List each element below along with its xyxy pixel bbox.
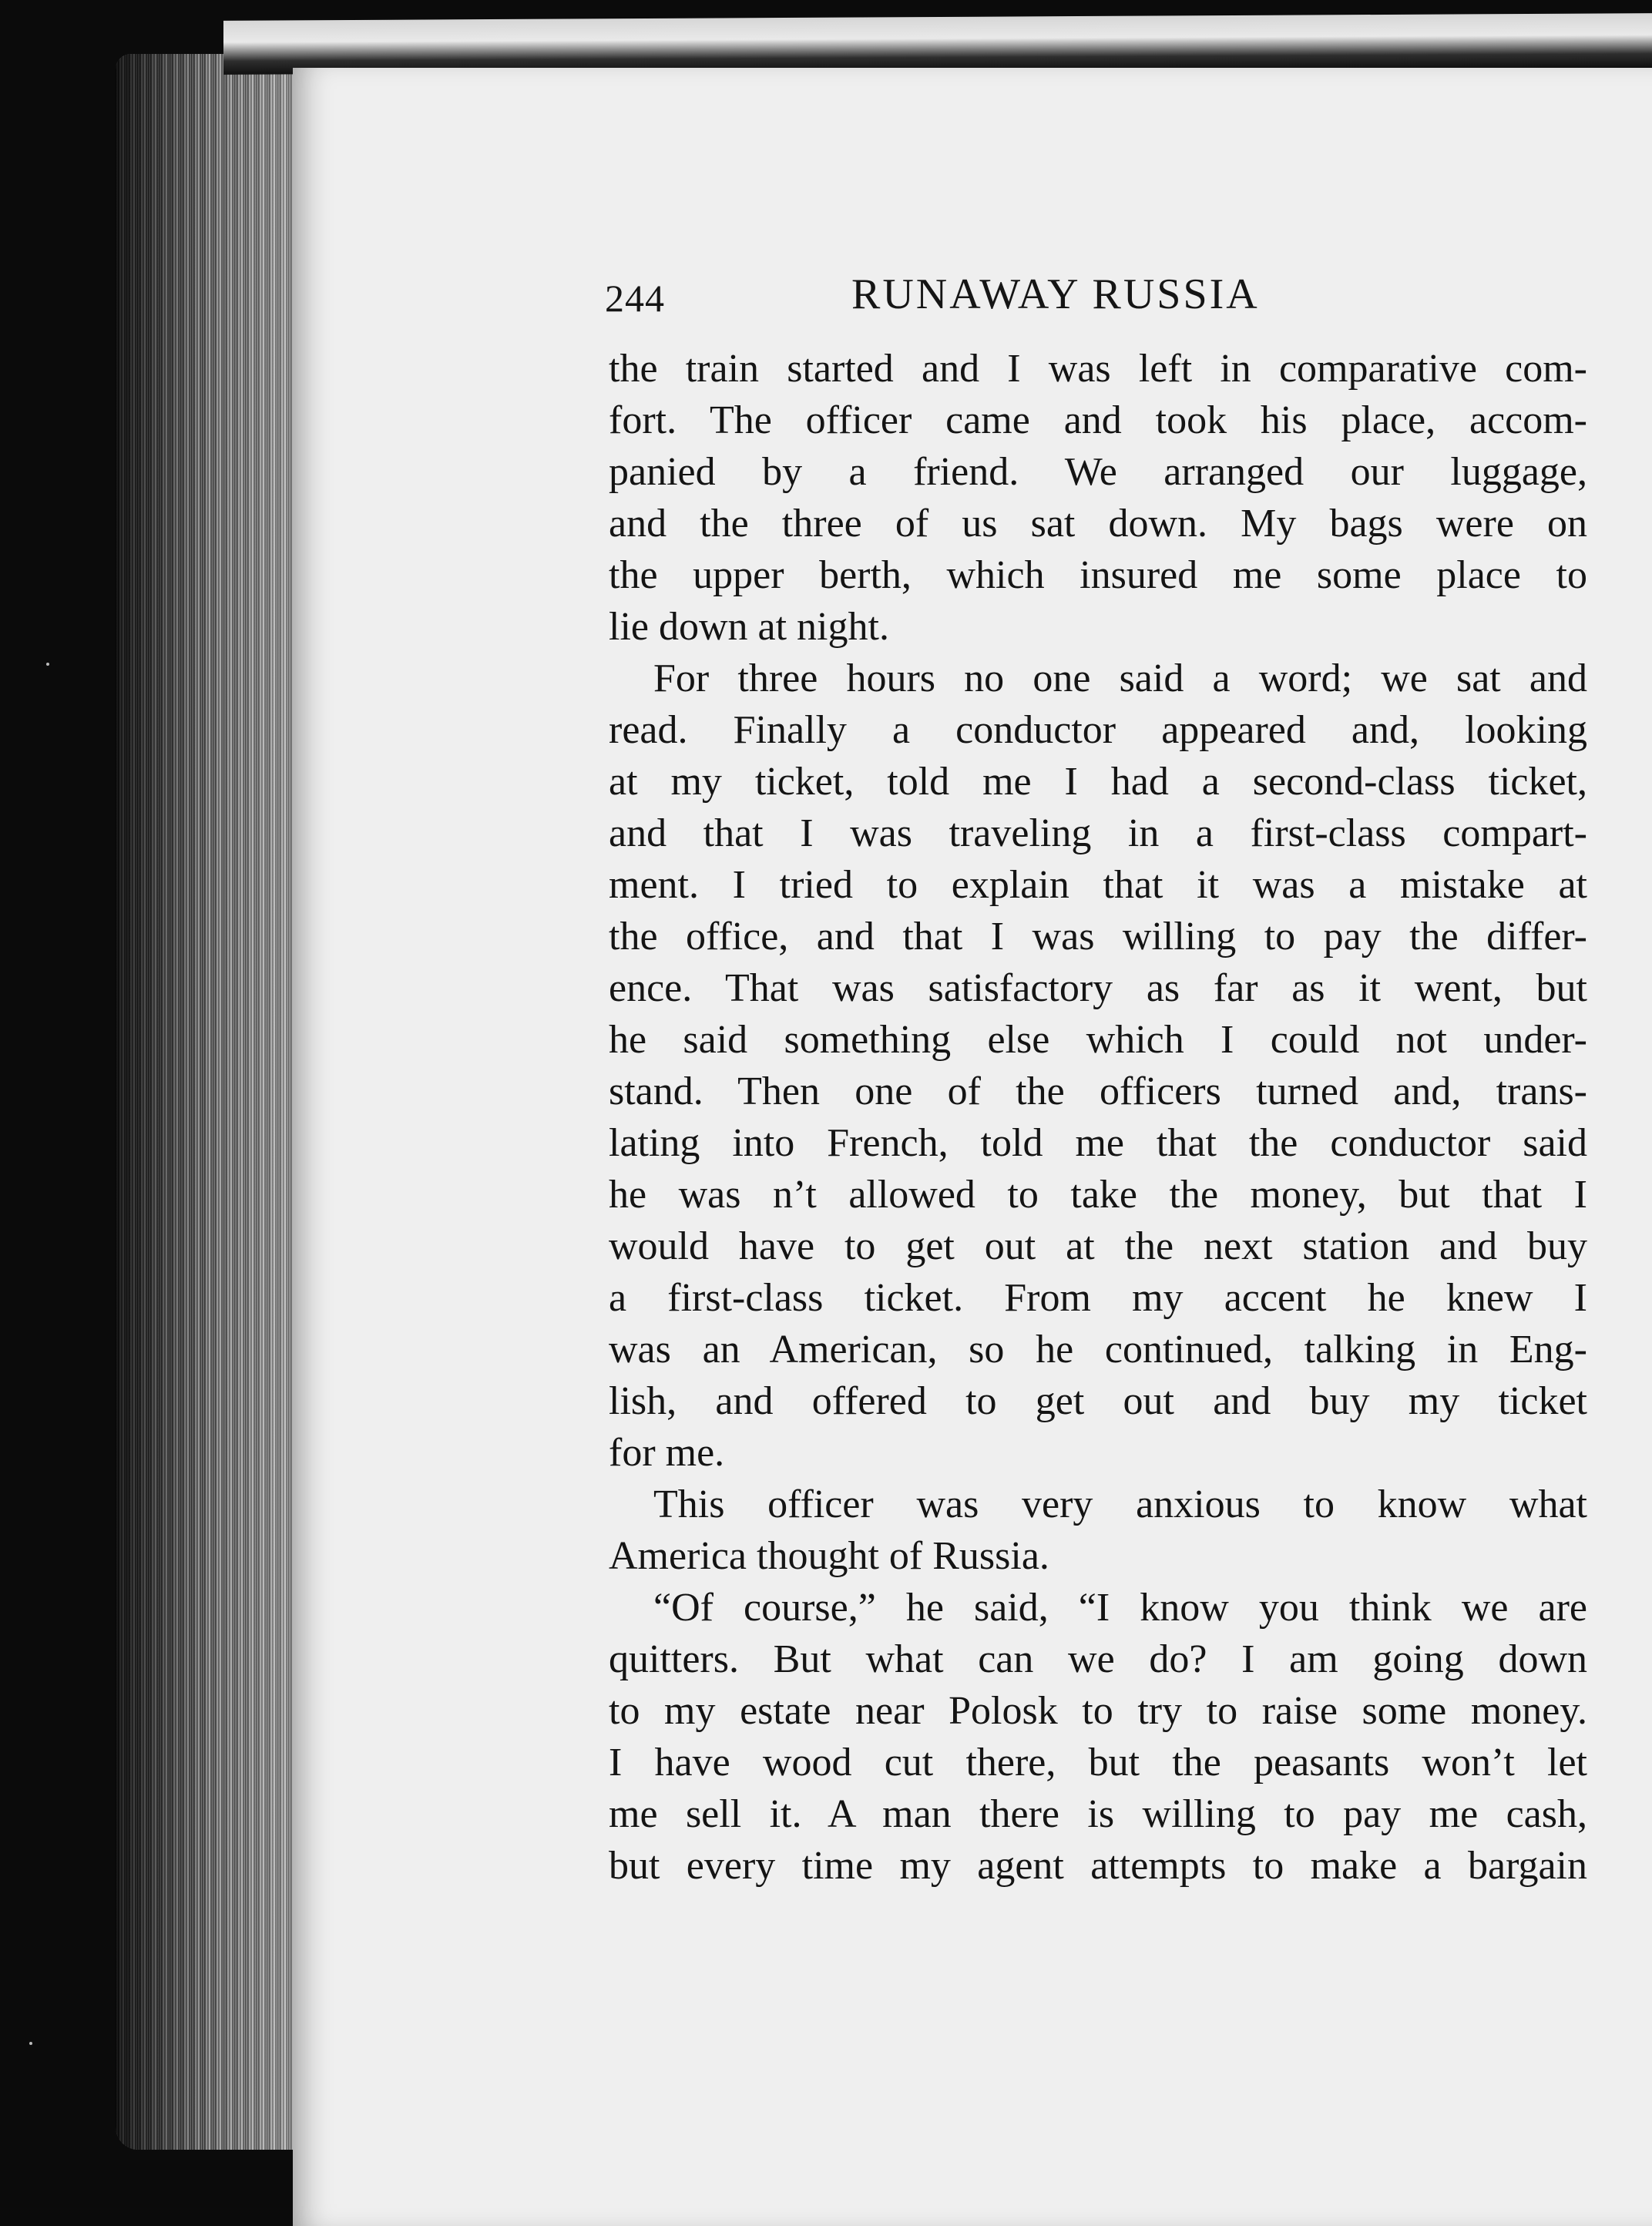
text-line: For three hours no one said a word; we sat and: [653, 656, 1587, 700]
text-line: the office, and that I was willing to pay the differ-: [609, 915, 1587, 959]
text-line: fort. The officer came and took his place, accom-: [609, 398, 1587, 442]
text-line: he said something else which I could not under-: [609, 1018, 1587, 1062]
text-line: but every time my agent attempts to make a bargain: [609, 1844, 1587, 1888]
text-line: quitters. But what can we do? I am going down: [609, 1637, 1587, 1681]
scan-speck: [29, 2042, 32, 2045]
text-line: was an American, so he continued, talking in Eng-: [609, 1328, 1587, 1372]
text-line: the train started and I was left in comparative com-: [609, 347, 1587, 391]
book-top-edge: [223, 13, 1652, 75]
running-head: RUNAWAY RUSSIA: [851, 270, 1260, 318]
text-line: I have wood cut there, but the peasants won’t let: [609, 1741, 1587, 1784]
text-line: lish, and offered to get out and buy my ticket: [609, 1379, 1587, 1423]
text-line: a first-class ticket. From my accent he knew I: [609, 1276, 1587, 1320]
scan-speck: [46, 663, 49, 666]
page-number: 244: [605, 277, 665, 320]
text-line: panied by a friend. We arranged our luggage,: [609, 450, 1587, 494]
text-line: and the three of us sat down. My bags were on: [609, 502, 1587, 546]
text-line: America thought of Russia.: [609, 1534, 1049, 1578]
text-line: ence. That was satisfactory as far as it went, but: [609, 966, 1587, 1010]
text-line: lie down at night.: [609, 605, 889, 649]
text-line: at my ticket, told me I had a second-class ticket,: [609, 760, 1587, 804]
text-line: This officer was very anxious to know what: [653, 1482, 1587, 1526]
text-line: the upper berth, which insured me some place to: [609, 553, 1587, 597]
text-line: for me.: [609, 1431, 725, 1475]
text-line: ment. I tried to explain that it was a mistake at: [609, 863, 1587, 907]
text-line: “Of course,” he said, “I know you think we are: [653, 1586, 1587, 1630]
text-line: me sell it. A man there is willing to pay me cash,: [609, 1792, 1587, 1836]
text-line: to my estate near Polosk to try to raise some money.: [609, 1689, 1587, 1733]
text-line: and that I was traveling in a first-class compart-: [609, 811, 1587, 855]
text-line: read. Finally a conductor appeared and, looking: [609, 708, 1587, 752]
text-line: stand. Then one of the officers turned and, trans-: [609, 1069, 1587, 1113]
text-line: lating into French, told me that the conductor said: [609, 1121, 1587, 1165]
text-line: he was n’t allowed to take the money, but that I: [609, 1173, 1587, 1217]
body-text: [609, 343, 1587, 1892]
page-header: [605, 270, 1583, 331]
text-line: would have to get out at the next station and buy: [609, 1224, 1587, 1268]
